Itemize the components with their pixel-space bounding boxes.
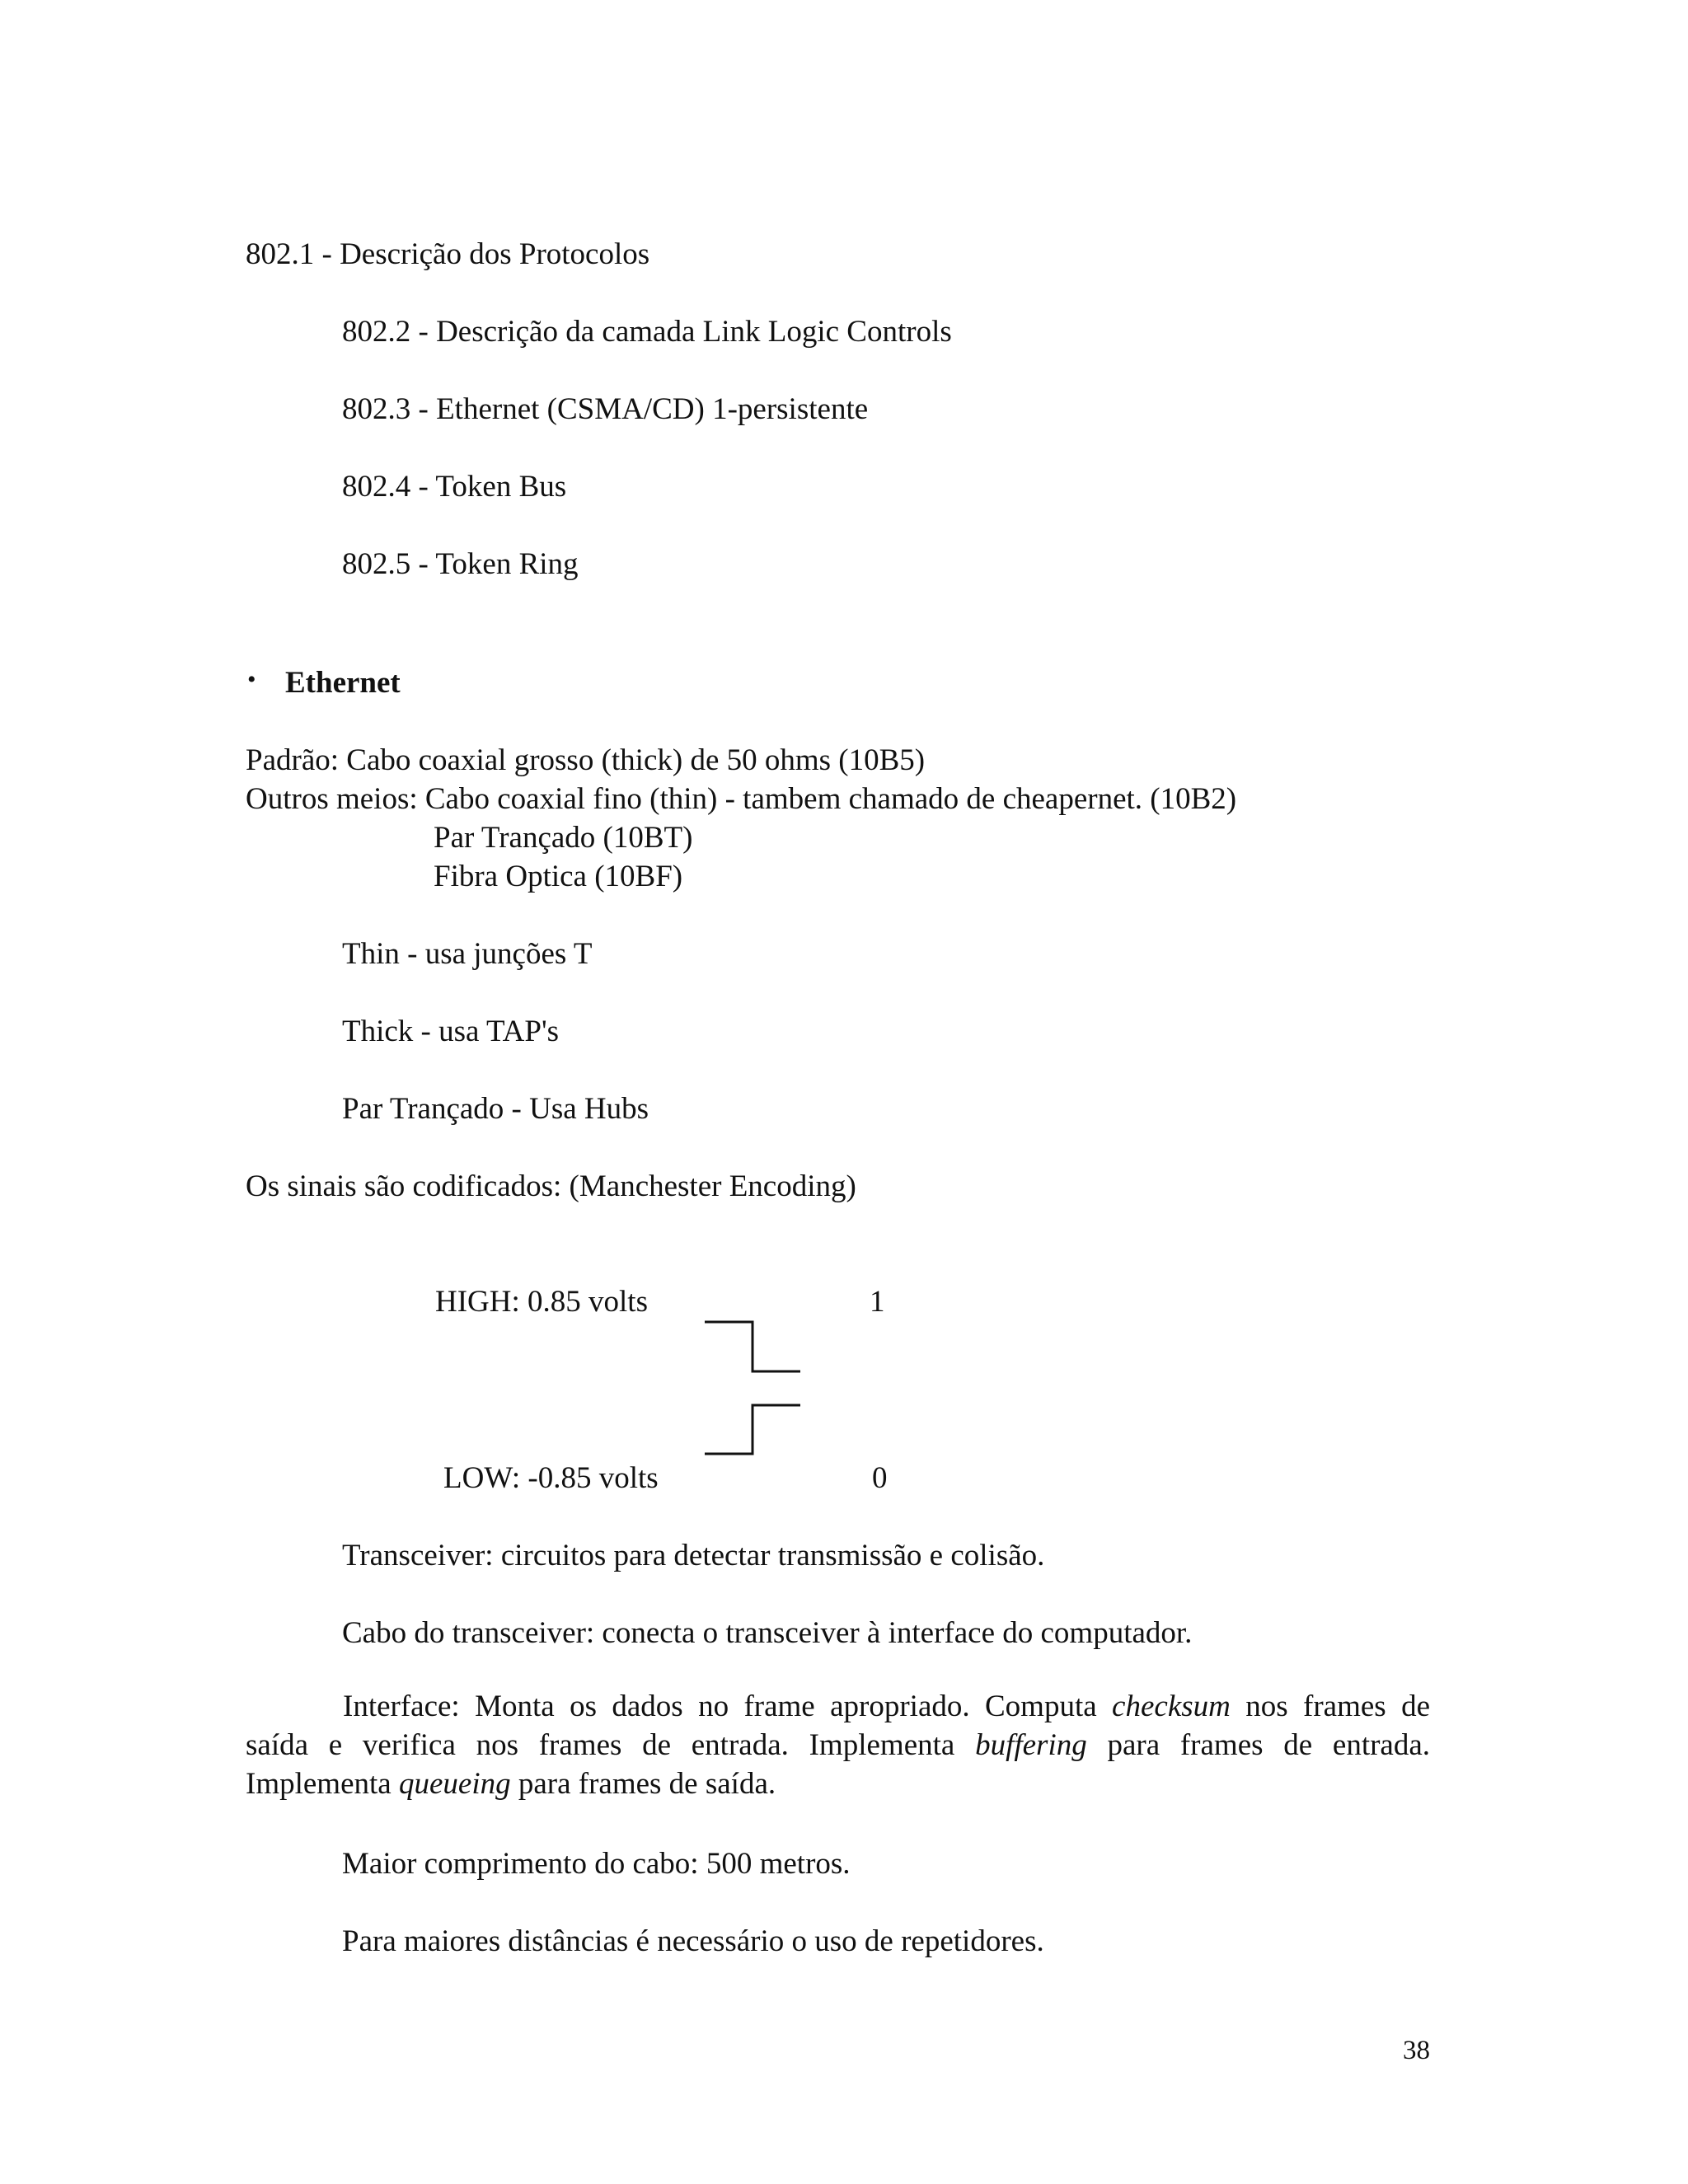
outros-item: Par Trançado (10BT)	[434, 821, 693, 855]
section-heading: Ethernet	[285, 666, 401, 700]
low-label: LOW: -0.85 volts	[443, 1461, 659, 1495]
high-transition-signal	[705, 1322, 800, 1371]
protocol-item: 802.2 - Descrição da camada Link Logic Controls	[342, 315, 952, 349]
low-bit: 0	[872, 1461, 888, 1495]
interface-text: Interface: Monta os dados no frame apropriado. Computa	[343, 1690, 1097, 1723]
protocol-main: 802.1 - Descrição dos Protocolos	[246, 237, 650, 271]
padrao-text: Padrão: Cabo coaxial grosso (thick) de 50 ohms (10B5)	[246, 743, 926, 777]
outros-item: Fibra Optica (10BF)	[434, 860, 683, 893]
interface-text: nos frames de	[1245, 1690, 1431, 1723]
interface-text: para frames de entrada.	[1107, 1728, 1431, 1762]
transceiver-text: Transceiver: circuitos para detectar transmissão e colisão.	[342, 1539, 1045, 1572]
page-number: 38	[1403, 2036, 1430, 2065]
interface-paragraph	[246, 1687, 1430, 1803]
high-label: HIGH: 0.85 volts	[435, 1285, 648, 1319]
protocol-item: 802.3 - Ethernet (CSMA/CD) 1-persistente	[342, 392, 869, 426]
low-transition-signal	[705, 1405, 800, 1454]
interface-text: saída e verifica nos frames de entrada. Implementa	[246, 1728, 955, 1762]
protocol-item: 802.5 - Token Ring	[342, 547, 579, 581]
interface-text: Implementa	[246, 1767, 392, 1801]
queueing-term: queueing	[398, 1767, 511, 1801]
connection-item: Thin - usa junções T	[342, 937, 593, 971]
outros-text: Outros meios: Cabo coaxial fino (thin) - tambem chamado de cheapernet. (10B2)	[246, 782, 1237, 816]
high-bit: 1	[870, 1285, 885, 1319]
connection-item: Par Trançado - Usa Hubs	[342, 1092, 649, 1126]
connection-item: Thick - usa TAP's	[342, 1015, 560, 1048]
buffering-term: buffering	[975, 1728, 1087, 1762]
interface-text: para frames de saída.	[518, 1767, 776, 1801]
checksum-term: checksum	[1112, 1690, 1231, 1723]
maior-text: Maior comprimento do cabo: 500 metros.	[342, 1847, 851, 1881]
cabo-text: Cabo do transceiver: conecta o transceiver à interface do computador.	[342, 1616, 1193, 1650]
distancias-text: Para maiores distâncias é necessário o uso de repetidores.	[342, 1924, 1044, 1958]
sinais-text: Os sinais são codificados: (Manchester Encoding)	[246, 1169, 856, 1203]
protocol-item: 802.4 - Token Bus	[342, 470, 567, 504]
bullet-icon: •	[247, 666, 256, 693]
